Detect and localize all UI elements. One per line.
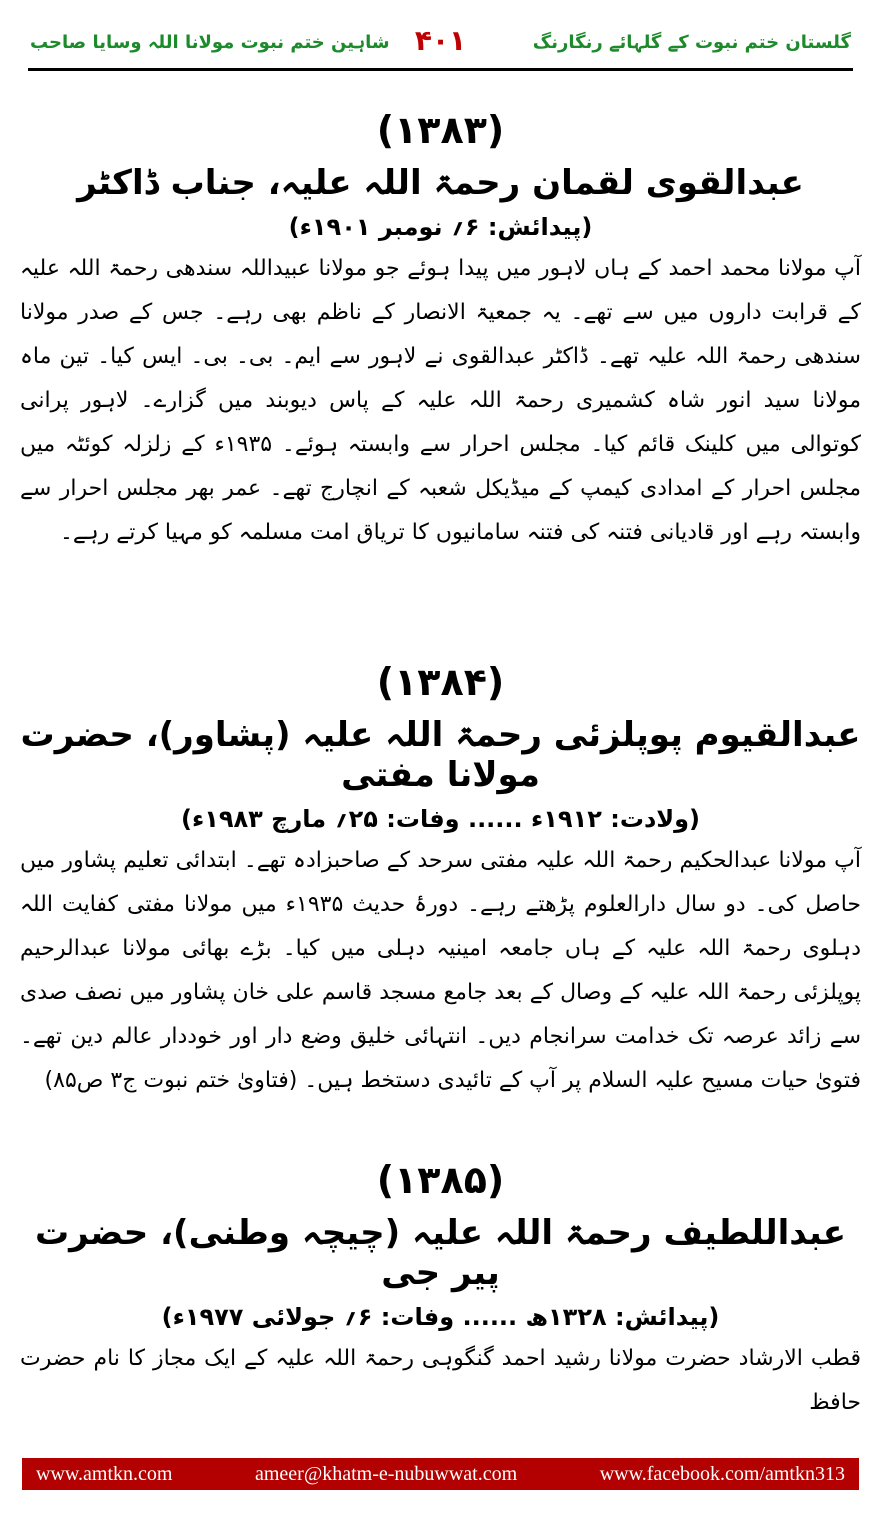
website-link[interactable]: www.amtkn.com — [36, 1462, 173, 1485]
entry-dates: (پیدائش: ۶؍ نومبر ۱۹۰۱ء) — [288, 213, 593, 241]
entry-number: (۱۳۸۴) — [376, 660, 505, 704]
entry-number: (۱۳۸۳) — [376, 108, 505, 152]
entry-1385 — [20, 1158, 861, 1425]
entry-title: عبدالقیوم پوپلزئی رحمۃ اللہ علیہ (پشاور)، حضرت مولانا مفتی — [20, 715, 861, 795]
email-link[interactable]: ameer@khatm-e-nubuwwat.com — [254, 1462, 518, 1485]
entry-body: آپ مولانا محمد احمد کے ہاں لاہور میں پیدا ہوئے جو مولانا عبیداللہ سندھی رحمۃ اللہ علیہ کے قرابت داروں میں سے تھے۔ یہ جمعیۃ الانصار کے ناظم بھی رہے۔ جس کے صدر مولانا سندھی رحمۃ اللہ علیہ تھے۔ ڈاکٹر عبدالقوی نے لاہور سے ایم۔ بی۔ بی۔ ایس کیا۔ تین ماہ مولانا سید انور شاہ کشمیری رحمۃ اللہ علیہ کے پاس دیوبند میں گزارے۔ لاہور پرانی کوتوالی میں کلینک قائم کیا۔ مجلس احرار سے وابستہ ہوئے۔ ۱۹۳۵ء کے زلزلہ کوئٹہ میں مجلس احرار کے امدادی کیمپ کے میڈیکل شعبہ کے انچارج تھے۔ عمر بھر مجلس احرار سے وابستہ رہے اور قادیانی فتنہ کی فتنہ سامانیوں کا تریاق امت مسلمہ کو مہیا کرتے رہے۔ — [20, 256, 861, 545]
footer-bar — [22, 1458, 859, 1490]
facebook-link[interactable]: www.facebook.com/amtkn313 — [599, 1462, 845, 1485]
page-number: ۴۰۱ — [414, 24, 467, 57]
book-title: گلستان ختم نبوت کے گلہائے رنگارنگ — [532, 32, 851, 53]
author-name: شاہین ختم نبوت مولانا اللہ وسایا صاحب — [30, 32, 390, 53]
entry-dates: (پیدائش: ۱۳۲۸ھ ...... وفات: ۶؍ جولائی ۱۹۷۷ء) — [161, 1303, 720, 1331]
entry-body: قطب الارشاد حضرت مولانا رشید احمد گنگوہی رحمۃ اللہ علیہ کے ایک مجاز کا نام حضرت حافظ — [20, 1346, 861, 1415]
entry-1384 — [20, 660, 861, 1103]
entry-title: عبداللطیف رحمۃ اللہ علیہ (چیچہ وطنی)، حضرت پیر جی — [34, 1213, 847, 1293]
entry-title: عبدالقوی لقمان رحمۃ اللہ علیہ، جناب ڈاکٹر — [77, 163, 804, 203]
entry-dates: (ولادت: ۱۹۱۲ء ...... وفات: ۲۵؍ مارچ ۱۹۸۳ء) — [180, 805, 701, 833]
entry-1383 — [20, 108, 861, 555]
page-header — [30, 24, 851, 64]
entry-number: (۱۳۸۵) — [376, 1158, 505, 1202]
header-divider — [28, 68, 853, 71]
entry-body: آپ مولانا عبدالحکیم رحمۃ اللہ علیہ مفتی سرحد کے صاحبزادہ تھے۔ ابتدائی تعلیم پشاور میں حاصل کی۔ دو سال دارالعلوم پڑھتے رہے۔ دورۂ حدیث ۱۹۳۵ء میں مولانا مفتی کفایت اللہ دہلوی رحمۃ اللہ علیہ کے ہاں جامعہ امینیہ دہلی میں کیا۔ بڑے بھائی مولانا عبدالرحیم پوپلزئی رحمۃ اللہ علیہ کے وصال کے بعد جامع مسجد قاسم علی خان پشاور میں نصف صدی سے زائد عرصہ تک خدامت سرانجام دیں۔ انتہائی خلیق وضع دار اور خوددار عالم دین تھے۔ فتویٰ حیات مسیح علیہ السلام پر آپ کے تائیدی دستخط ہیں۔ (فتاویٰ ختم نبوت ج۳ ص۸۵) — [20, 848, 861, 1093]
